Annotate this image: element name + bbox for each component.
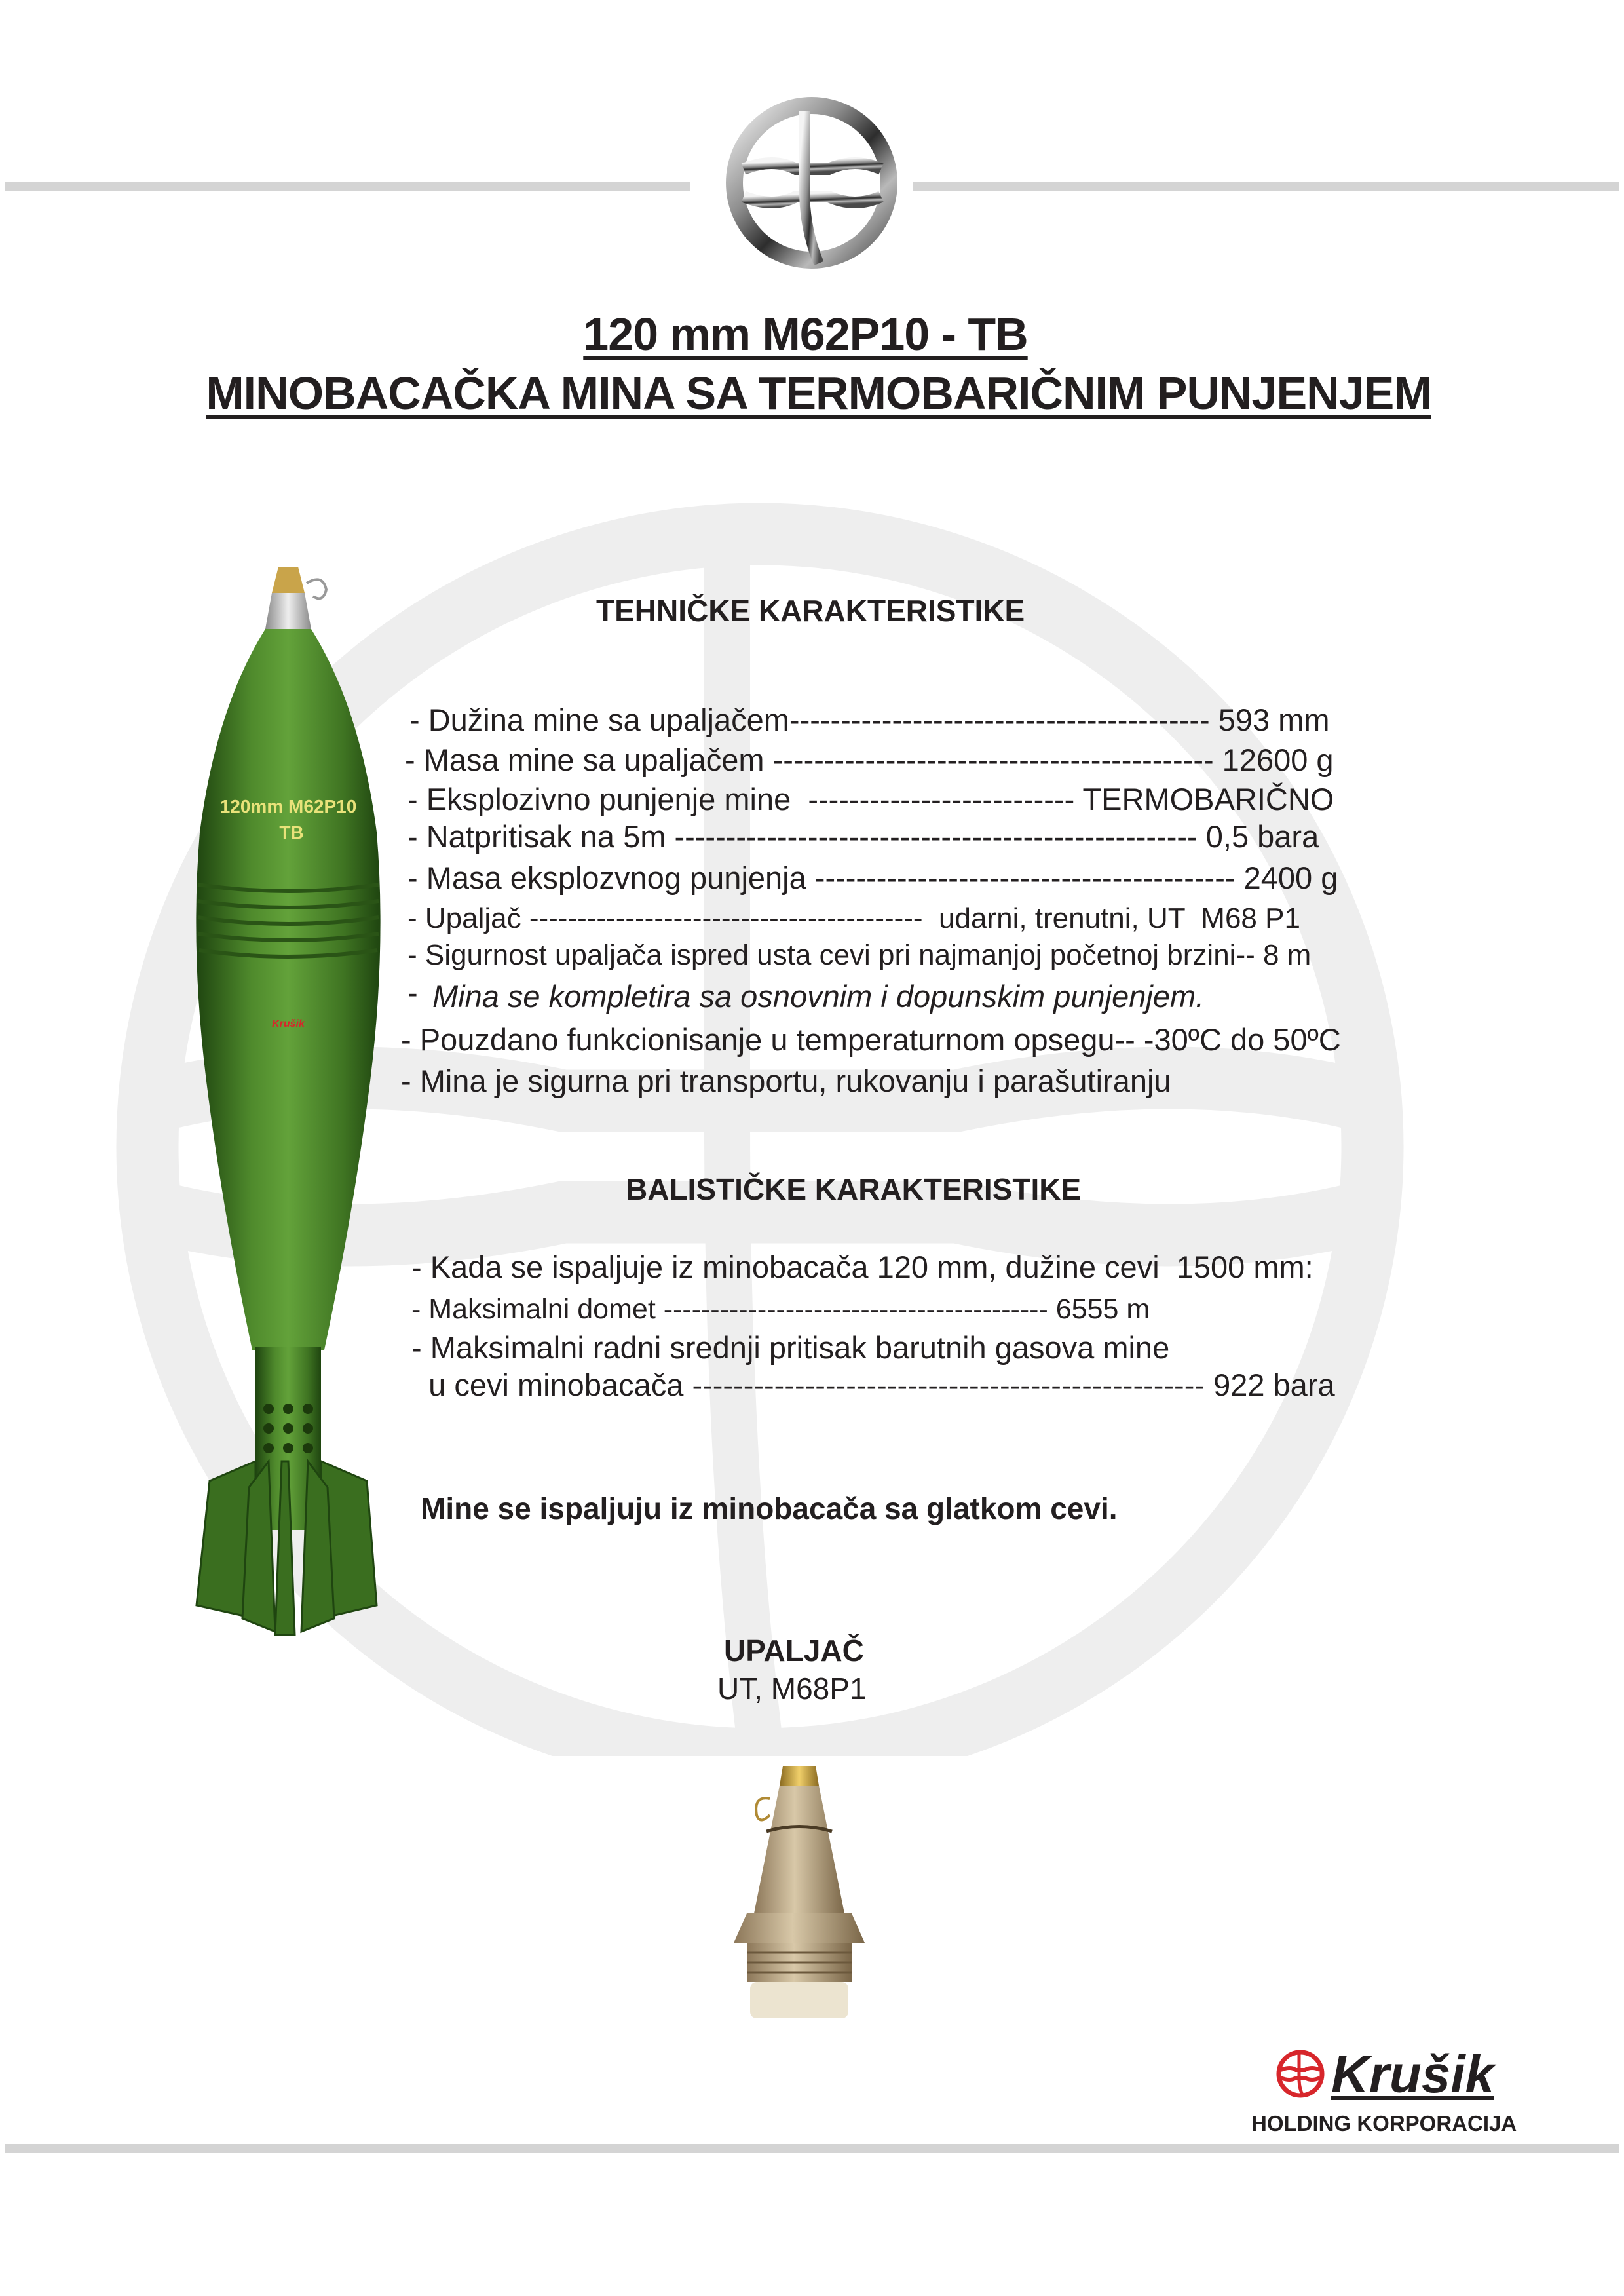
spec-transport: - Mina je sigurna pri transportu, rukovanju i parašutiranju [401,1063,1171,1098]
smoothbore-note: Mine se ispaljuju iz minobacača sa glatkom cevi. [421,1491,1118,1525]
ballistic-heading: BALISTIČKE KARAKTERISTIKE [626,1172,1082,1206]
fuze-heading: UPALJAČ [724,1634,864,1668]
top-rule-right [913,182,1619,191]
bottom-rule [5,2144,1619,2153]
mortar-shell-icon [190,557,387,1638]
spec-explosive-fill: - Eksplozivno punjenje mine -------------------------- TERMOBARIČNO [407,782,1334,816]
fuze-icon [721,1759,878,2028]
spec-temperature: - Pouzdano funkcionisanje u temperaturnom opsegu-- -30ºC do 50ºC [401,1022,1341,1057]
technical-heading: TEHNIČKE KARAKTERISTIKE [596,594,1025,628]
spec-fuze: - Upaljač ----------------------------------------- udarni, trenutni, UT M68 P1 [407,902,1300,934]
shell-label-line1: 120mm M62P10 [219,796,357,816]
ballistic-pressure: - Maksimalni radni srednji pritisak barutnih gasova mine [411,1330,1170,1365]
top-rule-left [5,182,690,191]
footer-company: HOLDING KORPORACIJA [1251,2111,1517,2135]
product-title: 120 mm M62P10 - TB [583,309,1028,360]
krusik-logo-icon [721,92,903,274]
product-subtitle: MINOBACAČKA MINA SA TERMOBARIČNIM PUNJENJEM [206,368,1431,419]
footer-logo-icon [1274,2048,1327,2100]
ballistic-pressure-value: u cevi minobacača -------------------------------------------------- 922 bara [411,1368,1335,1402]
ballistic-mortar: - Kada se ispaljuje iz minobacača 120 mm, dužine cevi 1500 mm: [411,1250,1313,1284]
spec-charges: Mina se kompletira sa osnovnim i dopunskim punjenjem. [432,979,1205,1014]
footer-brand: Krušik [1331,2045,1494,2103]
spec-dash: - [407,975,418,1010]
spec-overpressure: - Natpritisak na 5m --------------------------------------------------- 0,5 bara [407,819,1319,854]
spec-explosive-mass: - Masa eksplozvnog punjenja ----------------------------------------- 2400 g [407,860,1338,895]
shell-logo-text: Krušik [272,1018,305,1029]
spec-mass: - Masa mine sa upaljačem ------------------------------------------- 12600 g [405,742,1334,777]
spec-length: - Dužina mine sa upaljačem----------------------------------------- 593 mm [409,702,1330,737]
shell-label-line2: TB [279,822,304,843]
spec-fuze-safety: - Sigurnost upaljača ispred usta cevi pri najmanjoj početnoj brzini-- 8 m [407,939,1312,971]
fuze-model: UT, M68P1 [717,1672,867,1706]
ballistic-range: - Maksimalni domet ----------------------------------------- 6555 m [411,1293,1150,1325]
